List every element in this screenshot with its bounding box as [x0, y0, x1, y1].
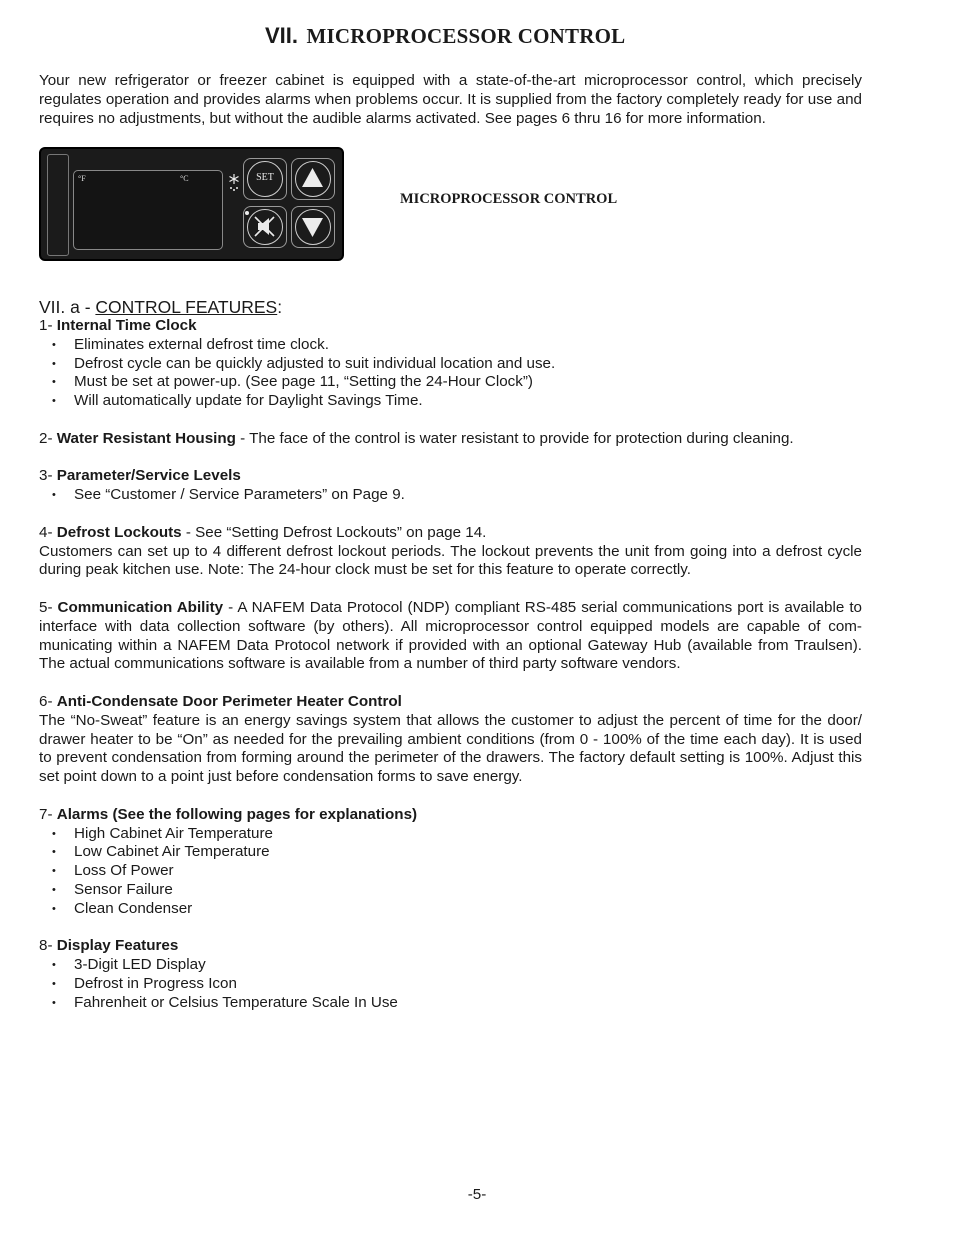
list-item: • Loss Of Power	[39, 862, 862, 881]
bullet-list	[39, 486, 862, 505]
arrow-up-icon	[296, 162, 329, 195]
up-button	[295, 161, 331, 197]
arrow-down-icon	[296, 210, 329, 243]
mute-button-frame	[243, 206, 287, 248]
down-button	[295, 209, 331, 245]
list-item: • Sensor Failure	[39, 881, 862, 900]
feature-title: Defrost Lockouts	[56, 523, 182, 541]
panel-side-strip	[47, 154, 69, 256]
list-item: • See “Customer / Service Parameters” on Page 9.	[39, 486, 862, 505]
feature-number: 2-	[39, 429, 57, 447]
bullet-list	[39, 956, 862, 1012]
feature-heading	[39, 467, 862, 486]
features-list	[39, 317, 862, 1012]
feature-heading	[39, 430, 862, 449]
fahrenheit-label: °F	[78, 174, 86, 183]
section-prefix: VII. a -	[39, 297, 96, 317]
feature-title: Anti-Condensate Door Perimeter Heater Control	[56, 692, 402, 710]
up-button-frame	[291, 158, 335, 200]
defrost-icon	[228, 173, 240, 193]
bullet-list	[39, 825, 862, 919]
bullet-list	[39, 336, 862, 411]
feature-reference: - See “Setting Defrost Lockouts” on page 14.	[181, 523, 487, 541]
feature-number: 7-	[39, 805, 57, 823]
feature-description: The “No-Sweat” feature is an energy savings system that allows the customer to adjust the percent of time for the door/ drawer heater to be “On” as needed for the prevailing ambient conditions (from 0 - 100% of the time each day). It is used to prevent condensation from forming around the perimeter of the drawers. The factory default setting is 100%. Adjust this set point down to a point just before condensation forms to save energy.	[39, 711, 862, 786]
set-button	[247, 161, 283, 197]
feature-description: - The face of the control is water resistant to provide for protection during cleaning.	[235, 429, 794, 447]
list-item: • Must be set at power-up. (See page 11, “Setting the 24-Hour Clock”)	[39, 373, 862, 392]
page-number: -5-	[467, 1186, 487, 1203]
feature-number: 8-	[39, 937, 57, 955]
alarm-mute-button	[247, 209, 283, 245]
list-item: • Low Cabinet Air Temperature	[39, 843, 862, 862]
section-roman-numeral: VII.	[265, 23, 299, 48]
feature-heading	[39, 693, 862, 712]
page-title	[265, 24, 625, 46]
alarm-mute-icon	[248, 210, 281, 243]
list-item: • 3-Digit LED Display	[39, 956, 862, 975]
section-suffix: :	[277, 297, 283, 317]
feature-title: Internal Time Clock	[56, 317, 197, 334]
feature-number: 5-	[39, 598, 58, 616]
feature-title: Alarms (See the following pages for explanations)	[56, 805, 418, 823]
feature-number: 4-	[39, 523, 57, 541]
feature-heading	[39, 937, 862, 956]
intro-paragraph: Your new refrigerator or freezer cabinet is equipped with a state-of-the-art microprocessor control, which precisely regulates operation and provides alarms when problems occur. It is supplied from the factory completely ready for use and requires no adjustments, but without the audible alarms activated. See pages 6 thru 16 for more information.	[39, 72, 862, 127]
feature-description: Customers can set up to 4 different defrost lockout periods. The lockout prevents the unit from going into a defrost cycle during peak kitchen use. Note: The 24-hour clock must be set for this feature to operate correctly.	[39, 542, 862, 579]
figure-caption: MICROPROCESSOR CONTROL	[400, 191, 618, 207]
feature-number: 6-	[39, 692, 57, 710]
section-label: CONTROL FEATURES	[95, 297, 278, 317]
list-item: • Defrost in Progress Icon	[39, 975, 862, 994]
list-item: • Eliminates external defrost time clock.	[39, 336, 862, 355]
feature-heading	[39, 524, 862, 543]
list-item: • Clean Condenser	[39, 900, 862, 919]
section-title-text: MICROPROCESSOR CONTROL	[306, 24, 626, 48]
list-item: • High Cabinet Air Temperature	[39, 825, 862, 844]
list-item: • Defrost cycle can be quickly adjusted to suit individual location and use.	[39, 355, 862, 374]
feature-description: - A NAFEM Data Protocol (NDP) compliant RS-485 serial communications port is available to interface with data collection software (by others). All microprocessor control equipped models are capable of com-municating within a NAFEM Data Protocol network if provided with an optional Gateway Hub (available from Traulsen). The actual communications software is available from a number of third party software vendors.	[39, 598, 862, 673]
led-display	[73, 170, 223, 250]
feature-title: Water Resistant Housing	[56, 429, 236, 447]
feature-heading	[39, 317, 862, 336]
set-button-label: SET	[256, 172, 274, 183]
feature-number: 1-	[39, 317, 57, 334]
list-item: • Fahrenheit or Celsius Temperature Scale In Use	[39, 994, 862, 1013]
feature-heading	[39, 599, 862, 674]
feature-heading	[39, 806, 862, 825]
feature-title: Communication Ability	[57, 598, 224, 616]
feature-title: Parameter/Service Levels	[56, 467, 241, 485]
list-item: • Will automatically update for Daylight Savings Time.	[39, 392, 862, 411]
celsius-label: °C	[180, 174, 189, 183]
section-heading	[39, 296, 282, 318]
down-button-frame	[291, 206, 335, 248]
set-button-frame	[243, 158, 287, 200]
feature-number: 3-	[39, 467, 57, 485]
feature-title: Display Features	[56, 937, 179, 955]
controller-panel-illustration	[39, 147, 344, 261]
